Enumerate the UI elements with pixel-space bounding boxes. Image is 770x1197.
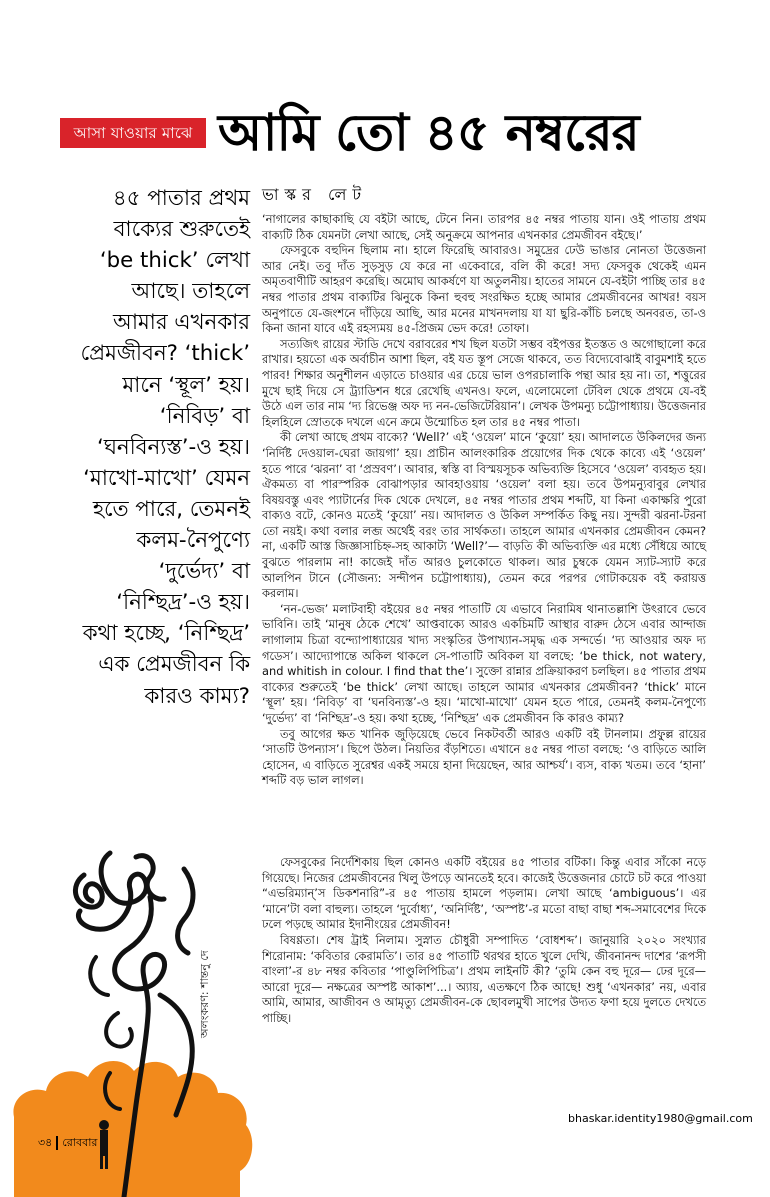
column-label: আসা যাওয়ার মাঝে bbox=[60, 118, 206, 148]
author-email: bhaskar.identity1980@gmail.com bbox=[568, 1112, 753, 1125]
paragraph: তবু আগের ক্ষত খানিক জুড়িয়েছে ভেবে নিকটবর্তী আরও একটি বই টানলাম। প্রফুল্ল রায়ের ‘সাতটি উপন্যাস’। ছিপে উঠল। নিয়তির বঁড়শিতে। এখানে ৪৫ নম্বর পাতা বলছে: ‘ও বাড়িতে আলি হোসেন, এ বাড়িতে সুরেশ্বর একই সময়ে হানা দিয়েছেন, আর আশ্চর্য’। ব্যস, বাক্য খতম। তবে ‘হানা’ শব্দটি বড় ভাল লাগল। bbox=[262, 726, 706, 788]
paragraph: বিষণ্ণতা। শেষ ট্রাই নিলাম। সুস্নাত চৌধুরী সম্পাদিত ‘বোধশব্দ’। জানুয়ারি ২০২০ সংখ্যার শিরোনাম: ‘কবিতার কেরামতি’। তার ৪৫ পাতাটি থরথর হাতে খুলে দেখি, জীবনানন্দ দাশের ‘রূপসী বাংলা’-র ৪৮ নম্বর কবিতার ‘পাণ্ডুলিপিচিত্র’। প্রথম লাইনটি কী? ‘তুমি কেন বহু দূরে— ঢের দূরে— আরো দূরে— নক্ষত্রের অস্পষ্ট আকাশ’...। অ্যায়, এতক্ষণে ঠিক আছে! শুধু ‘এখনকার’ নয়, এবার আমি, আমার, আজীবন ও আমৃত্যু প্রেমজীবন-কে ছোবলমুখী সাপের উদ্যত ফণা হয়ে দুলতে দেখতে পাচ্ছি। bbox=[262, 932, 706, 1025]
page-folio bbox=[38, 1134, 98, 1153]
author-byline: ভাস্কর লেট bbox=[262, 185, 368, 204]
pull-quote: ৪৫ পাতার প্রথম বাক্যের শুরুতেই ‘be thick’ লেখা আছে। তাহলে আমার এখনকার প্রেমজীবন? ‘thick’ মানে ‘স্থূল’ হয়। ‘নিবিড়’ বা ‘ঘনবিন্যস্ত’-ও হয়। ‘মাখো-মাখো’ যেমন হতে পারে, তেমনই কলম-নৈপুণ্যে ‘দুর্ভেদ্য’ বা ‘নিশ্ছিদ্র’-ও হয়। কথা হচ্ছে, ‘নিশ্ছিদ্র’ এক প্রেমজীবন কি কারও কাম্য? bbox=[80, 186, 250, 709]
paragraph: কী লেখা আছে প্রথম বাক্যে? ‘Well?’ এই ‘ওয়েল’ মানে ‘কুয়ো’ হয়। আদালতে উকিলদের জন্য ‘নির্দিষ্ট দেওয়াল-ঘেরা জায়গা’ হয়। প্রাচীন আলংকারিক প্রয়োগের দিক থেকে কাব্যে এই ‘ওয়েল’ হতে পারে ‘ঝরনা’ বা ‘প্রস্রবণ’। আবার, স্বস্তি বা বিস্ময়সূচক অভিব্যক্তি হিসেবে ‘ওয়েল’ ব্যবহৃত হয়। ঐকমত্য বা পারস্পরিক বোঝাপড়ার আবহাওয়ায় ‘ওয়েল’ বলা হয়। তবে উপমন্যুবাবুর লেখার বিষয়বস্তু এবং প্যাটার্নের দিক থেকে দেখলে, ৪৫ নম্বর পাতার প্রথম শব্দটি, যা কিনা একাক্ষরি পুরো বাক্যও বটে, কোনও মতেই ‘কুয়ো’ নয়। আদালত ও উকিল সম্পর্কিত কিছু নয়। সুন্দরী ঝরনা-টরনা তো নয়ই। কথা বলার লব্জ অর্থেই বরং তার সার্থকতা। তাহলে আমার এখনকার প্রেমজীবন কেমন? না, একটি আস্ত জিজ্ঞাসাচিহ্ন-সহ আকাট্য ‘Well?’— বাড়তি কী অভিব্যক্তি এর মধ্যে সেঁধিয়ে আছে বুঝতে পারলাম না! কাজেই দাঁত আরও চুলকোতে থাকল। আর চুম্বকে যেমন স্যাট-স্যাট করে আলপিন টানে (সৌজন্য: সন্দীপন চট্টোপাধ্যায়), তেমন করে পরপর গোটাকয়েক বই করায়ত্ত করলাম। bbox=[262, 430, 706, 601]
section-name: রোববার bbox=[62, 1136, 98, 1149]
paragraph: ফেসবুকের নির্দেশিকায় ছিল কোনও একটি বইয়ের ৪৫ পাতার বটিকা। কিন্তু এবার সাঁকো নড়ে গিয়েছে। নিজের প্রেমজীবনের খিলু উপড়ে আনতেই হবে। কাজেই উত্তেজনার চোটে চট করে পাওয়া “এভরিম্যান্’স ডিকশনারি”-র ৪৫ পাতায় হামলে পড়লাম। লেখা আছে ‘ambiguous’। এর ‘মানে’টা বলা বাহুল্য। তাহলে ‘দুর্বোধ্য’, ‘অনির্দিষ্ট’, ‘অস্পষ্ট’-র মতো বাছা বাছা শব্দ-সমাবেশের দিকে ঢলে পড়ছে আমার ইদানীংয়ের প্রেমজীবন! bbox=[262, 855, 706, 932]
paragraph: সত্যজিৎ রায়ের স্টাডি দেখে বরাবরের শখ ছিল যতটা সম্ভব বইপত্তর ইতস্তত ও অগোছালো করে রাখার। হয়তো এক অর্বাচীন আশা ছিল, বই যত স্তূপ সেজে থাকবে, তত বিদ্যেবোঝাই বাবুমশাই হতে পারব! শিক্ষার অনুশীলন এড়াতে চাওয়ার এর চেয়ে ভাল ওপরচালাকি পন্থা আর হয় না। তা, শত্তুরের মুখে ছাই দিয়ে সে ট্র্যাডিশন ধরে রেখেছি এখনও। ফলে, এলোমেলো টেবিল থেকে প্রথমে যে-বই উঠে এল তার নাম ‘দ্য রিভেঞ্জ অফ দ্য নন-ভেজিটেরিয়ান’। লেখক উপমন্যু চট্টোপাধ্যায়। উত্তেজনার হিলহিলে স্রোতকে দখলে এনে ক্রমে উন্মোচিত হল তার ৪৫ নম্বর পাতা। bbox=[262, 336, 706, 429]
headline: আমি তো ৪৫ নম্বরের bbox=[218, 104, 639, 163]
article-body-bottom bbox=[262, 855, 706, 1027]
article-body-top bbox=[262, 212, 706, 789]
page-number: ৩৪ bbox=[38, 1136, 53, 1149]
paragraph: ‘নাগালের কাছাকাছি যে বইটা আছে, টেনে নিন। তারপর ৪৫ নম্বর পাতায় যান। ওই পাতায় প্রথম বাক্যটি ঠিক যেমনটা লেখা আছে, সেই অনুক্রমে আপনার এখনকার প্রেমজীবন বইছে।’ bbox=[262, 212, 706, 242]
folio-divider bbox=[56, 1136, 58, 1150]
paragraph: ‘নন-ভেজ’ মলাটবাহী বইয়ের ৪৫ নম্বর পাতাটি যে এভাবে নিরামিষ থানাতল্লাশি উৎরাবে ভেবে ভাবিনি। তাই ‘মানুষ ঠেকে শেখে’ আপ্তবাক্যে আরও একচিমটি আস্থার বারুদ ঠেসে এবার আন্দাজ লাগালাম চিত্রা বন্দ্যোপাধ্যায়ের খাদ্য সংস্কৃতির উপাখ্যান-সমৃদ্ধ এক সন্দর্ভে। ‘দ্য আওয়ার অফ দ্য গডেস’। আদ্যোপান্তে অকিল থাকলে সে-পাতাটি অবিকল যা বলছে: ‘be thick, not watery, and whitish in colour. I find that the’। সুক্তো রান্নার প্রক্রিয়াকরণ চলছিল। ৪৫ পাতার প্রথম বাক্যের শুরুতেই ‘be thick’ লেখা আছে। তাহলে আমার এখনকার প্রেমজীবন? ‘thick’ মানে ‘স্থূল’ হয়। ‘নিবিড়’ বা ‘ঘনবিন্যস্ত’-ও হয়। ‘মাখো-মাখো’ যেমন হতে পারে, তেমনই কলম-নৈপুণ্যে ‘দুর্ভেদ্য’ বা ‘নিশ্ছিদ্র’-ও হয়। কথা হচ্ছে, ‘নিশ্ছিদ্র’ এক প্রেমজীবন কি কারও কাম্য? bbox=[262, 601, 706, 725]
illustration-credit: অলংকরণ: শান্তনু দে bbox=[198, 950, 211, 1038]
paragraph: ফেসবুকে বহুদিন ছিলাম না। হালে ফিরেছি আবারও। সমুদ্রের ঢেউ ভাঙার নোনতা উত্তেজনা আর নেই। তবু দাঁত সুড়সুড় যে করে না একেবারে, বলি কী করে! সদ্য ফেসবুক থেকেই এমন অমৃতবাণীটি আহরণ করেছি। অমোঘ আকর্ষণে যা অতুলনীয়। হাতের সামনে যে-বইটা পাচ্ছি তার ৪৫ নম্বর পাতার প্রথম বাক্যটির ঝিনুকে কিনা হুবহু সংরক্ষিত হচ্ছে আমার প্রেমজীবনের আখর! বয়স অনুপাতে যে-জংশনে দাঁড়িয়ে আছি, আর মনের মাখনদলায় যা যা ছুরি-কাঁচি চলছে অনবরত, তা-ও কিনা জানা যাবে এই রহস্যময় ৪৫-প্রিজম ভেদ করে! তোফা। bbox=[262, 243, 706, 336]
